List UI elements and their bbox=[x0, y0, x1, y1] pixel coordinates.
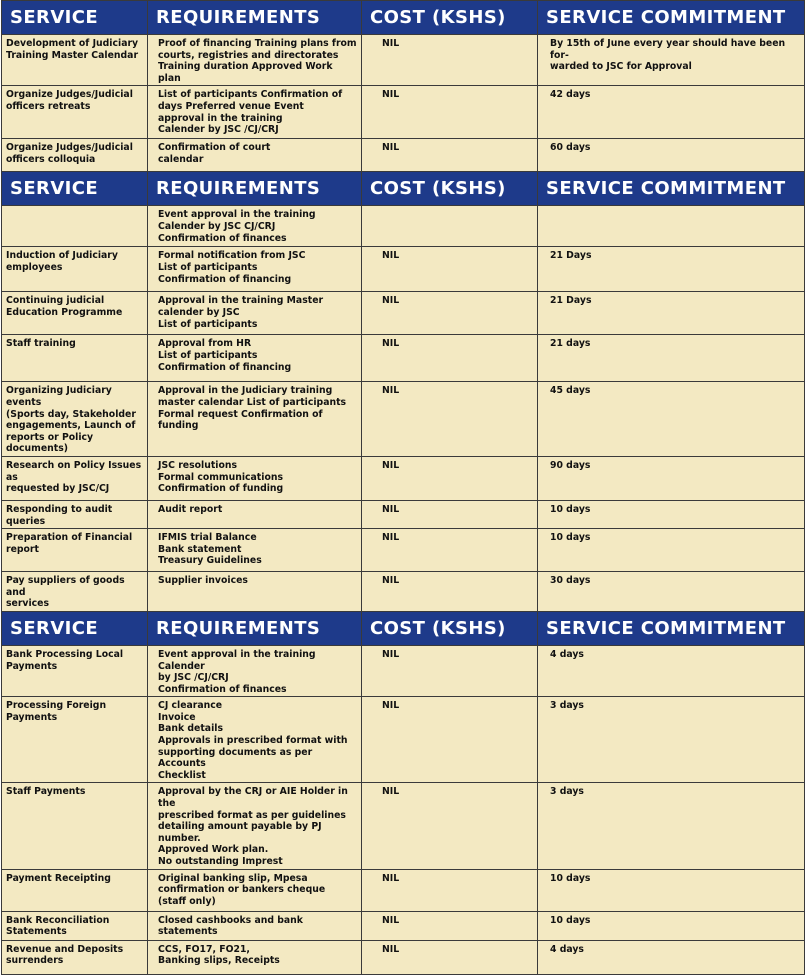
cost-cell bbox=[362, 783, 538, 869]
cost-cell-text: NIL bbox=[382, 142, 400, 154]
cost-cell-text: NIL bbox=[382, 38, 400, 49]
service-cell-text: Development of Judiciary Training Master Calendar bbox=[6, 38, 139, 61]
commitment-cell bbox=[538, 35, 805, 86]
commitment-cell-text: 3 days bbox=[550, 786, 584, 798]
commitment-cell-text: 3 days bbox=[550, 700, 584, 712]
table-row bbox=[2, 247, 805, 292]
commitment-cell bbox=[538, 697, 805, 783]
requirements-cell-text: CCS, FO17, FO21, Banking slips, Receipts bbox=[158, 943, 280, 967]
cost-cell-text: NIL bbox=[382, 786, 400, 798]
header-cost: COST (KSHS) bbox=[362, 1, 538, 35]
table-row bbox=[2, 911, 805, 940]
commitment-cell-text: By 15th of June every year should have been for- warded to JSC for Approval bbox=[550, 38, 786, 73]
cost-cell bbox=[362, 206, 538, 247]
requirements-cell bbox=[148, 572, 362, 612]
cost-cell-text: NIL bbox=[382, 459, 400, 471]
commitment-cell-text: 30 days bbox=[550, 575, 591, 587]
commitment-cell bbox=[538, 783, 805, 869]
header-requirements: REQUIREMENTS bbox=[148, 172, 362, 206]
requirements-cell bbox=[148, 247, 362, 292]
section-header-row bbox=[2, 611, 805, 645]
commitment-cell bbox=[538, 869, 805, 911]
commitment-cell bbox=[538, 139, 805, 172]
service-cell bbox=[2, 697, 148, 783]
cost-cell-text: NIL bbox=[382, 89, 400, 101]
table-row bbox=[2, 139, 805, 172]
requirements-cell bbox=[148, 697, 362, 783]
commitment-cell bbox=[538, 940, 805, 974]
cost-cell bbox=[362, 529, 538, 572]
cost-cell-text: NIL bbox=[382, 503, 400, 515]
requirements-cell-text: Original banking slip, Mpesa confirmation or bankers cheque (staff only) bbox=[158, 872, 326, 907]
table-row bbox=[2, 572, 805, 612]
section-header-row bbox=[2, 1, 805, 35]
cost-cell bbox=[362, 247, 538, 292]
requirements-cell-text: Formal notification from JSC List of participants Confirmation of financing bbox=[158, 250, 306, 285]
cost-cell-text: NIL bbox=[382, 250, 400, 262]
cost-cell bbox=[362, 292, 538, 335]
cost-cell-text: NIL bbox=[382, 648, 400, 660]
commitment-cell-text: 90 days bbox=[550, 459, 591, 471]
service-cell-text: Responding to audit queries bbox=[6, 503, 113, 527]
requirements-cell bbox=[148, 35, 362, 86]
requirements-cell-text: Approval from HR List of participants Confirmation of financing bbox=[158, 338, 292, 373]
table-row bbox=[2, 645, 805, 696]
cost-cell bbox=[362, 500, 538, 528]
table-row bbox=[2, 335, 805, 382]
requirements-cell-text: IFMIS trial Balance Bank statement Treasury Guidelines bbox=[158, 532, 262, 567]
requirements-cell-text: CJ clearance Invoice Bank details Approvals in prescribed format with supporting documents as per Accounts Checklist bbox=[158, 700, 348, 781]
service-cell-text: Bank Processing Local Payments bbox=[6, 648, 124, 672]
table-row bbox=[2, 783, 805, 869]
commitment-cell-text: 10 days bbox=[550, 503, 591, 515]
service-cell-text: Revenue and Deposits surrenders bbox=[6, 943, 124, 967]
header-service: SERVICE bbox=[2, 1, 148, 35]
service-cell bbox=[2, 35, 148, 86]
commitment-cell bbox=[538, 335, 805, 382]
service-cell bbox=[2, 911, 148, 940]
service-cell bbox=[2, 139, 148, 172]
table-row bbox=[2, 940, 805, 974]
table-row bbox=[2, 500, 805, 528]
requirements-cell bbox=[148, 139, 362, 172]
cost-cell bbox=[362, 911, 538, 940]
header-cost: COST (KSHS) bbox=[362, 611, 538, 645]
requirements-cell-text: List of participants Confirmation of days Preferred venue Event approval in the training Calender by JSC /CJ/CRJ bbox=[158, 89, 343, 136]
service-cell-text: Processing Foreign Payments bbox=[6, 700, 107, 723]
commitment-cell-text: 21 days bbox=[550, 338, 591, 350]
commitment-cell-text: 21 Days bbox=[550, 250, 592, 262]
cost-cell bbox=[362, 869, 538, 911]
commitment-cell bbox=[538, 645, 805, 696]
cost-cell-text: NIL bbox=[382, 575, 400, 587]
header-service: SERVICE bbox=[2, 611, 148, 645]
requirements-cell-text: Event approval in the training Calender by JSC CJ/CRJ Confirmation of finances bbox=[158, 209, 316, 244]
requirements-cell bbox=[148, 869, 362, 911]
commitment-cell bbox=[538, 911, 805, 940]
service-cell bbox=[2, 869, 148, 911]
commitment-cell-text: 10 days bbox=[550, 914, 591, 926]
service-cell-text: Staff Payments bbox=[6, 786, 86, 798]
requirements-cell-text: Proof of financing Training plans from courts, registries and directorates Training duration Approved Work plan bbox=[158, 38, 357, 84]
cost-cell bbox=[362, 456, 538, 500]
service-cell bbox=[2, 572, 148, 612]
service-cell bbox=[2, 500, 148, 528]
requirements-cell bbox=[148, 645, 362, 696]
service-cell bbox=[2, 456, 148, 500]
table-row bbox=[2, 697, 805, 783]
cost-cell bbox=[362, 86, 538, 139]
cost-cell-text: NIL bbox=[382, 914, 400, 926]
service-cell-text: Bank Reconciliation Statements bbox=[6, 914, 110, 938]
requirements-cell bbox=[148, 206, 362, 247]
service-charter-table bbox=[1, 0, 805, 975]
service-cell-text: Organizing Judiciary events (Sports day, Stakeholder engagements, Launch of reports or Policy documents) bbox=[6, 385, 136, 455]
service-cell-text: Payment Receipting bbox=[6, 872, 111, 884]
header-commitment: SERVICE COMMITMENT bbox=[538, 172, 805, 206]
cost-cell-text: NIL bbox=[382, 295, 400, 307]
cost-cell-text: NIL bbox=[382, 532, 400, 544]
cost-cell bbox=[362, 382, 538, 457]
header-commitment: SERVICE COMMITMENT bbox=[538, 611, 805, 645]
service-cell-text: Induction of Judiciary employees bbox=[6, 250, 118, 273]
cost-cell-text: NIL bbox=[382, 872, 400, 884]
requirements-cell bbox=[148, 500, 362, 528]
requirements-cell bbox=[148, 456, 362, 500]
commitment-cell bbox=[538, 500, 805, 528]
commitment-cell bbox=[538, 292, 805, 335]
service-cell-text: Organize Judges/Judicial officers retreats bbox=[6, 89, 133, 112]
cost-cell-text: NIL bbox=[382, 338, 400, 350]
requirements-cell bbox=[148, 529, 362, 572]
service-cell bbox=[2, 292, 148, 335]
requirements-cell-text: Supplier invoices bbox=[158, 575, 248, 587]
requirements-cell-text: Confirmation of court calendar bbox=[158, 142, 271, 165]
requirements-cell bbox=[148, 940, 362, 974]
service-cell bbox=[2, 382, 148, 457]
service-cell bbox=[2, 783, 148, 869]
charter-body bbox=[2, 1, 805, 975]
section-header-row bbox=[2, 172, 805, 206]
service-cell-text: Continuing judicial Education Programme bbox=[6, 295, 123, 318]
requirements-cell-text: JSC resolutions Formal communications Confirmation of funding bbox=[158, 459, 284, 495]
commitment-cell-text: 10 days bbox=[550, 872, 591, 884]
commitment-cell bbox=[538, 382, 805, 457]
requirements-cell bbox=[148, 292, 362, 335]
service-cell bbox=[2, 206, 148, 247]
requirements-cell-text: Closed cashbooks and bank statements bbox=[158, 914, 303, 938]
commitment-cell bbox=[538, 247, 805, 292]
requirements-cell-text: Audit report bbox=[158, 503, 223, 515]
commitment-cell-text: 60 days bbox=[550, 142, 591, 154]
requirements-cell bbox=[148, 783, 362, 869]
header-requirements: REQUIREMENTS bbox=[148, 611, 362, 645]
cost-cell bbox=[362, 139, 538, 172]
cost-cell-text: NIL bbox=[382, 943, 400, 955]
table-row bbox=[2, 206, 805, 247]
commitment-cell bbox=[538, 572, 805, 612]
service-cell bbox=[2, 335, 148, 382]
cost-cell bbox=[362, 940, 538, 974]
table-row bbox=[2, 382, 805, 457]
table-row bbox=[2, 86, 805, 139]
requirements-cell bbox=[148, 382, 362, 457]
requirements-cell-text: Approval in the training Master calender by JSC List of participants bbox=[158, 295, 324, 330]
service-cell bbox=[2, 247, 148, 292]
requirements-cell-text: Approval in the Judiciary training master calendar List of participants Formal request Confirmation of funding bbox=[158, 385, 347, 432]
service-cell bbox=[2, 645, 148, 696]
cost-cell-text: NIL bbox=[382, 385, 400, 397]
table-row bbox=[2, 529, 805, 572]
commitment-cell-text: 4 days bbox=[550, 943, 584, 955]
service-cell-text: Preparation of Financial report bbox=[6, 532, 133, 555]
table-row bbox=[2, 35, 805, 86]
service-cell bbox=[2, 529, 148, 572]
service-cell-text: Staff training bbox=[6, 338, 76, 350]
commitment-cell-text: 45 days bbox=[550, 385, 591, 397]
requirements-cell bbox=[148, 86, 362, 139]
service-cell-text: Research on Policy Issues as requested by JSC/CJ bbox=[6, 459, 142, 495]
cost-cell bbox=[362, 35, 538, 86]
service-cell bbox=[2, 86, 148, 139]
cost-cell bbox=[362, 697, 538, 783]
service-cell bbox=[2, 940, 148, 974]
cost-cell bbox=[362, 335, 538, 382]
header-cost: COST (KSHS) bbox=[362, 172, 538, 206]
service-cell-text: Organize Judges/Judicial officers colloquia bbox=[6, 142, 133, 165]
requirements-cell bbox=[148, 335, 362, 382]
service-cell-text: Pay suppliers of goods and services bbox=[6, 575, 125, 610]
table-row bbox=[2, 456, 805, 500]
commitment-cell bbox=[538, 529, 805, 572]
commitment-cell bbox=[538, 206, 805, 247]
requirements-cell bbox=[148, 911, 362, 940]
header-service: SERVICE bbox=[2, 172, 148, 206]
commitment-cell-text: 42 days bbox=[550, 89, 591, 101]
requirements-cell-text: Event approval in the training Calender by JSC /CJ/CRJ Confirmation of finances bbox=[158, 648, 316, 695]
table-row bbox=[2, 292, 805, 335]
commitment-cell-text: 21 Days bbox=[550, 295, 592, 307]
cost-cell-text: NIL bbox=[382, 700, 400, 712]
commitment-cell bbox=[538, 456, 805, 500]
cost-cell bbox=[362, 572, 538, 612]
header-requirements: REQUIREMENTS bbox=[148, 1, 362, 35]
commitment-cell-text: 4 days bbox=[550, 648, 584, 660]
table-row bbox=[2, 869, 805, 911]
header-commitment: SERVICE COMMITMENT bbox=[538, 1, 805, 35]
requirements-cell-text: Approval by the CRJ or AIE Holder in the prescribed format as per guidelines detailing amount payable by PJ number. Approved Work plan. No outstanding Imprest bbox=[158, 786, 348, 867]
commitment-cell bbox=[538, 86, 805, 139]
commitment-cell-text: 10 days bbox=[550, 532, 591, 544]
cost-cell bbox=[362, 645, 538, 696]
